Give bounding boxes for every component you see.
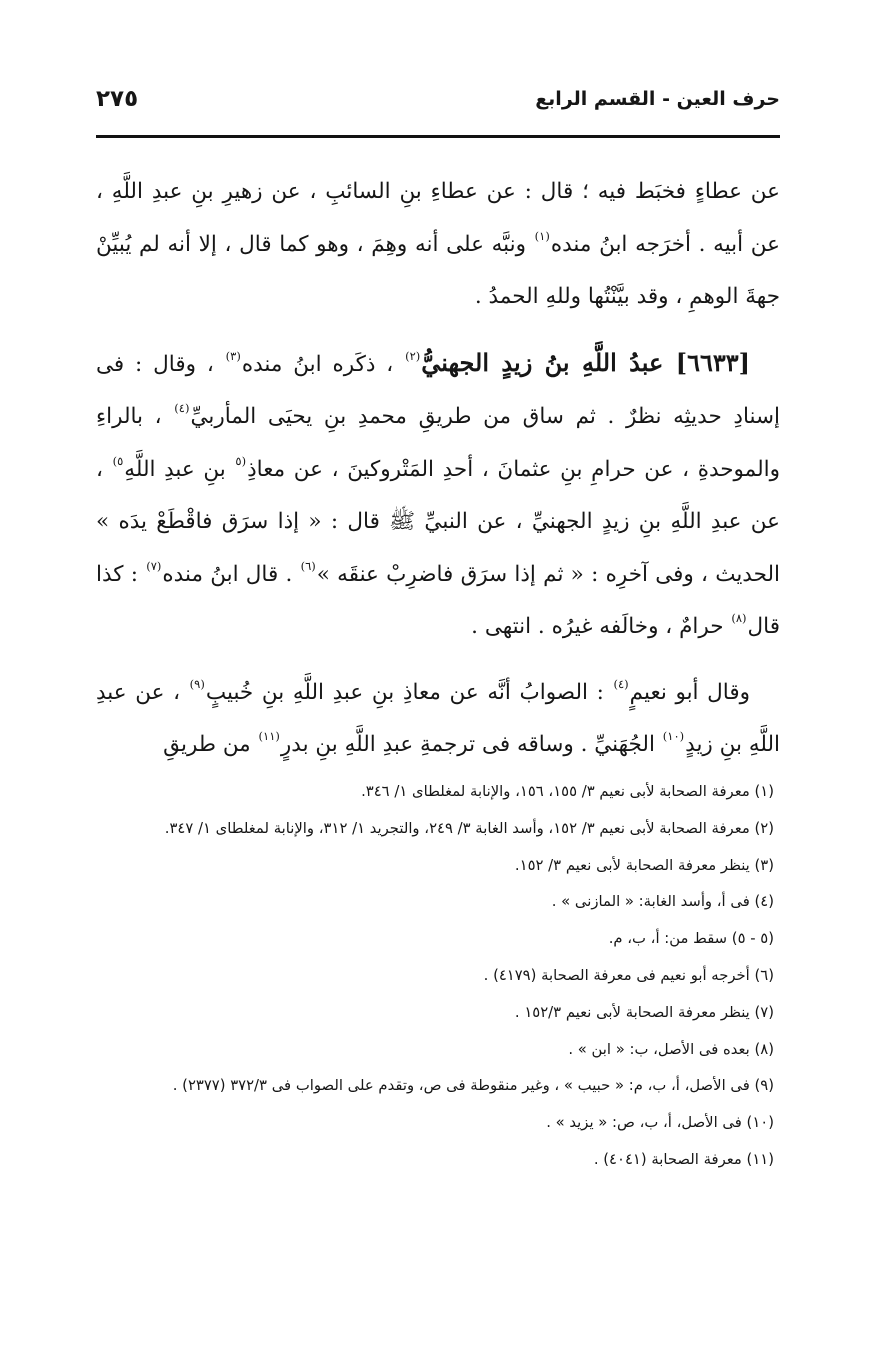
footnote-ref: (٤) — [174, 401, 190, 415]
text-run: : كذا قال — [96, 561, 780, 639]
footnote-ref: (٧) — [146, 558, 162, 573]
running-title: حرف العين - القسم الرابع — [535, 88, 780, 110]
text-run: ، عن عبدِ اللَّهِ بنِ زيدٍ الجهنيِّ ، عن النبيِّ ﷺ قال : « إذا سرَق فاقْطَعْ يدَه » الحديث ، وفى آخرِه : « ثم إذا سرَق فاضرِبْ عنقَه » — [96, 456, 780, 587]
footnote-ref: (٩) — [189, 676, 205, 691]
footnote-ref: (٣) — [225, 348, 241, 363]
footnote-ref: (١١) — [258, 729, 280, 743]
text-run: ، بالراءِ والموحدةِ ، عن حرامِ بنِ عثمانَ ، أحدِ المَتْروكينَ ، عن معاذِ — [96, 404, 781, 482]
text-run: عن عطاءٍ فخبَط فيه ؛ قال : عن عطاءِ بنِ السائبِ ، عن زهيرِ بنِ عبدِ اللَّهِ ، عن أبيه . أخرَجه ابنُ منده — [96, 179, 780, 257]
footnote: (٨) بعده فى الأصل، ب: « ابن » . — [568, 1040, 774, 1058]
footnote-ref: (٥ — [235, 453, 247, 468]
footnote: (٣) ينظر معرفة الصحابة لأبى نعيم ٣/ ١٥٢. — [514, 856, 774, 874]
paragraph-2 — [96, 337, 780, 654]
text-run: . قال ابنُ منده — [162, 561, 300, 587]
footnote-ref: (٨) — [731, 611, 747, 625]
text-run: حرامٌ ، وخالَفه غيرُه . انتهى . — [471, 614, 731, 639]
page-header — [96, 82, 780, 118]
footnote: (١٠) فى الأصل، أ، ب، ص: « يزيد » . — [546, 1114, 774, 1132]
footnote: (٥ - ٥) سقط من: أ، ب، م. — [608, 930, 774, 948]
text-run: وقال أبو نعيمٍ — [629, 679, 750, 705]
footnotes — [96, 774, 780, 1179]
footnote-ref: (٤) — [613, 676, 629, 691]
paragraph-1 — [96, 166, 780, 324]
text-run: ، ذكَره ابنُ منده — [241, 351, 405, 377]
paragraph-3 — [96, 667, 780, 772]
text-run: ونبَّه على أنه وهِمَ ، وهو كما قال ، إلا أنه لم يُبيِّنْ جهةَ الوهمِ ، وقد بيَّنْتُها وللهِ الحمدُ . — [96, 231, 780, 309]
text-run: من طريقِ — [163, 732, 258, 757]
entry-heading: [٦٦٣٣] عبدُ اللَّهِ بنُ زيدٍ الجهنيُّ — [421, 347, 750, 377]
footnote: (٢) معرفة الصحابة لأبى نعيم ٣/ ١٥٢، وأسد الغابة ٣/ ٢٤٩، والتجريد ١/ ٣١٢، والإنابة لمغلطاى ١/ ٣٤٧. — [164, 819, 774, 837]
header-rule — [96, 135, 780, 138]
footnote: (١) معرفة الصحابة لأبى نعيم ٣/ ١٥٥، ١٥٦، والإنابة لمغلطاى ١/ ٣٤٦. — [361, 783, 774, 800]
footnote: (٤) فى أ، وأسد الغابة: « المازنى » . — [551, 893, 774, 911]
footnote-ref: (١) — [534, 228, 550, 243]
footnote: (٦) أخرجه أبو نعيم فى معرفة الصحابة (٤١٧٩) . — [483, 966, 774, 984]
text-run: الجُهَنيِّ . وساقه فى ترجمةِ عبدِ اللَّهِ بنِ بدرٍ — [280, 732, 662, 757]
page-number: ٢٧٥ — [96, 86, 139, 112]
footnote: (١١) معرفة الصحابة (٤٠٤١) . — [593, 1150, 774, 1168]
footnote-ref: ٥) — [112, 453, 124, 468]
text-run: ، وقال : فى إسنادِ حديثِه نظرٌ . ثم ساق من طريقِ محمدِ بنِ يحيَى المأربيِّ — [96, 351, 780, 429]
text-run: : الصوابُ أنَّه عن معاذِ بنِ عبدِ اللَّهِ بنِ خُبيبٍ — [205, 679, 613, 705]
main-text — [96, 166, 780, 772]
footnote: (٩) فى الأصل، أ، ب، م: « حبيب » ، وغير منقوطة فى ص، وتقدم على الصواب فى ٣٧٢/٣ (٢٣٧٧) . — [172, 1077, 774, 1095]
footnote-ref: (١٠) — [662, 729, 685, 743]
text-run: ، عن عبدِ اللَّهِ بنِ زيدٍ — [96, 679, 780, 757]
text-run: بنِ عبدِ اللَّهِ — [124, 456, 235, 482]
footnote-ref: (٦) — [300, 558, 316, 573]
footnote-ref: (٢) — [405, 348, 421, 363]
footnote: (٧) ينظر معرفة الصحابة لأبى نعيم ١٥٢/٣ . — [514, 1003, 774, 1021]
